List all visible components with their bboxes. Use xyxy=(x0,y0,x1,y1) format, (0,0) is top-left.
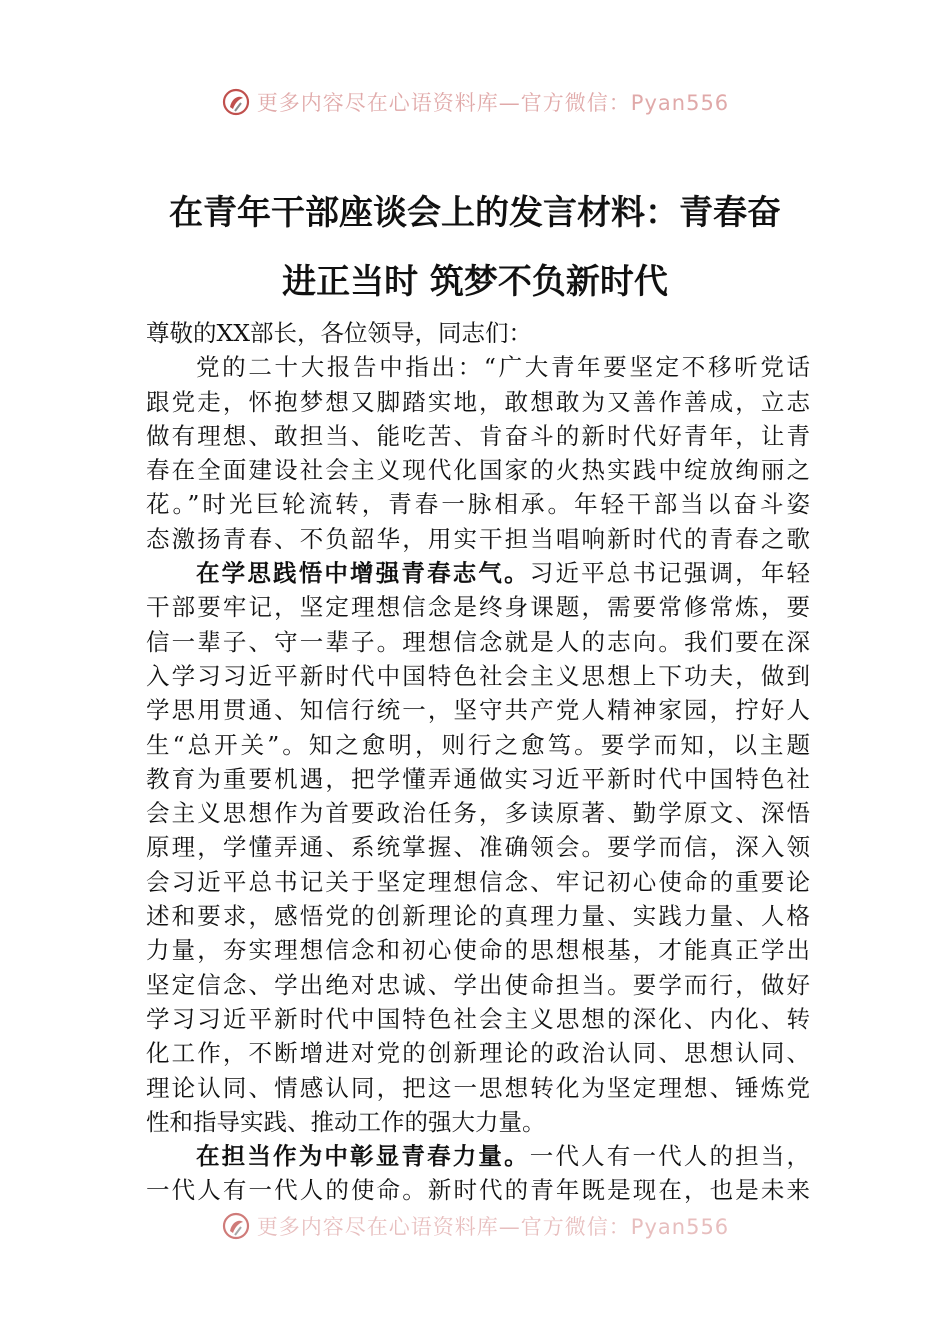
salutation: 尊敬的XX部长，各位领导，同志们： xyxy=(146,319,532,347)
paragraph-line: 化工作，不断增进对党的创新理论的政治认同、思想认同、 xyxy=(146,1039,810,1068)
paragraph-line: 春在全面建设社会主义现代化国家的火热实践中绽放绚丽之 xyxy=(146,456,810,485)
paragraph-line: 态激扬青春、不负韶华，用实干担当唱响新时代的青春之歌 xyxy=(146,524,810,553)
paragraph-line xyxy=(146,556,810,590)
paragraph-line: 理论认同、情感认同，把这一思想转化为坚定理想、锤炼党 xyxy=(146,1073,810,1102)
watermark-text: 更多内容尽在心语资料库—官方微信：Pyan556 xyxy=(256,91,730,115)
paragraph-line: 述和要求，感悟党的创新理论的真理力量、实践力量、人格 xyxy=(146,902,810,931)
paragraph-line: 教育为重要机遇，把学懂弄通做实习近平新时代中国特色社 xyxy=(146,764,810,793)
section-heading: 在担当作为中彰显青春力量。 xyxy=(196,1142,530,1171)
paragraph-line: 党的二十大报告中指出：“广大青年要坚定不移听党话 xyxy=(196,353,810,382)
paragraph-line: 会主义思想作为首要政治任务，多读原著、勤学原文、深悟 xyxy=(146,799,810,828)
paragraph-line: 干部要牢记，坚定理想信念是终身课题，需要常修常炼，要 xyxy=(146,593,810,622)
paragraph-line: 信一辈子、守一辈子。理想信念就是人的志向。我们要在深 xyxy=(146,627,810,656)
paragraph-line: 力量，夯实理想信念和初心使命的思想根基，才能真正学出 xyxy=(146,936,810,965)
paragraph-line: 原理，学懂弄通、系统掌握、准确领会。要学而信，深入领 xyxy=(146,833,810,862)
paragraph-line: 会习近平总书记关于坚定理想信念、牢记初心使命的重要论 xyxy=(146,867,810,896)
paragraph-line: 入学习习近平新时代中国特色社会主义思想上下功夫，做到 xyxy=(146,661,810,690)
brand-logo-icon xyxy=(221,87,251,117)
paragraph-line: 性和指导实践、推动工作的强大力量。 xyxy=(146,1107,546,1136)
paragraph-line: 学思用贯通、知信行统一，坚守共产党人精神家园，拧好人 xyxy=(146,696,810,725)
document-title-line-1: 在青年干部座谈会上的发言材料：青春奋 xyxy=(169,193,781,233)
paragraph-line: 学习习近平新时代中国特色社会主义思想的深化、内化、转 xyxy=(146,1004,810,1033)
paragraph-line: 跟党走，怀抱梦想又脚踏实地，敢想敢为又善作善成，立志 xyxy=(146,387,810,416)
document-body xyxy=(146,316,810,1208)
watermark-text: 更多内容尽在心语资料库—官方微信：Pyan556 xyxy=(256,1215,730,1239)
section-heading: 在学思践悟中增强青春志气。 xyxy=(196,559,530,588)
header-watermark xyxy=(0,82,950,122)
paragraph-line: 生“总开关”。知之愈明，则行之愈笃。要学而知，以主题 xyxy=(146,730,810,759)
paragraph-text: 一代人有一代人的担当， xyxy=(529,1142,811,1171)
document-title-line-2: 进正当时 筑梦不负新时代 xyxy=(282,262,668,302)
brand-logo-icon xyxy=(221,1211,251,1241)
paragraph-text: 习近平总书记强调，年轻 xyxy=(529,559,811,588)
paragraph-line: 做有理想、敢担当、能吃苦、肯奋斗的新时代好青年，让青 xyxy=(146,421,810,450)
paragraph-line xyxy=(146,1139,810,1173)
paragraph-line: 一代人有一代人的使命。新时代的青年既是现在，也是未来 xyxy=(146,1176,810,1205)
footer-watermark xyxy=(0,1206,950,1246)
paragraph-line: 花。”时光巨轮流转，青春一脉相承。年轻干部当以奋斗姿 xyxy=(146,490,810,519)
paragraph-line: 坚定信念、学出绝对忠诚、学出使命担当。要学而行，做好 xyxy=(146,970,810,999)
